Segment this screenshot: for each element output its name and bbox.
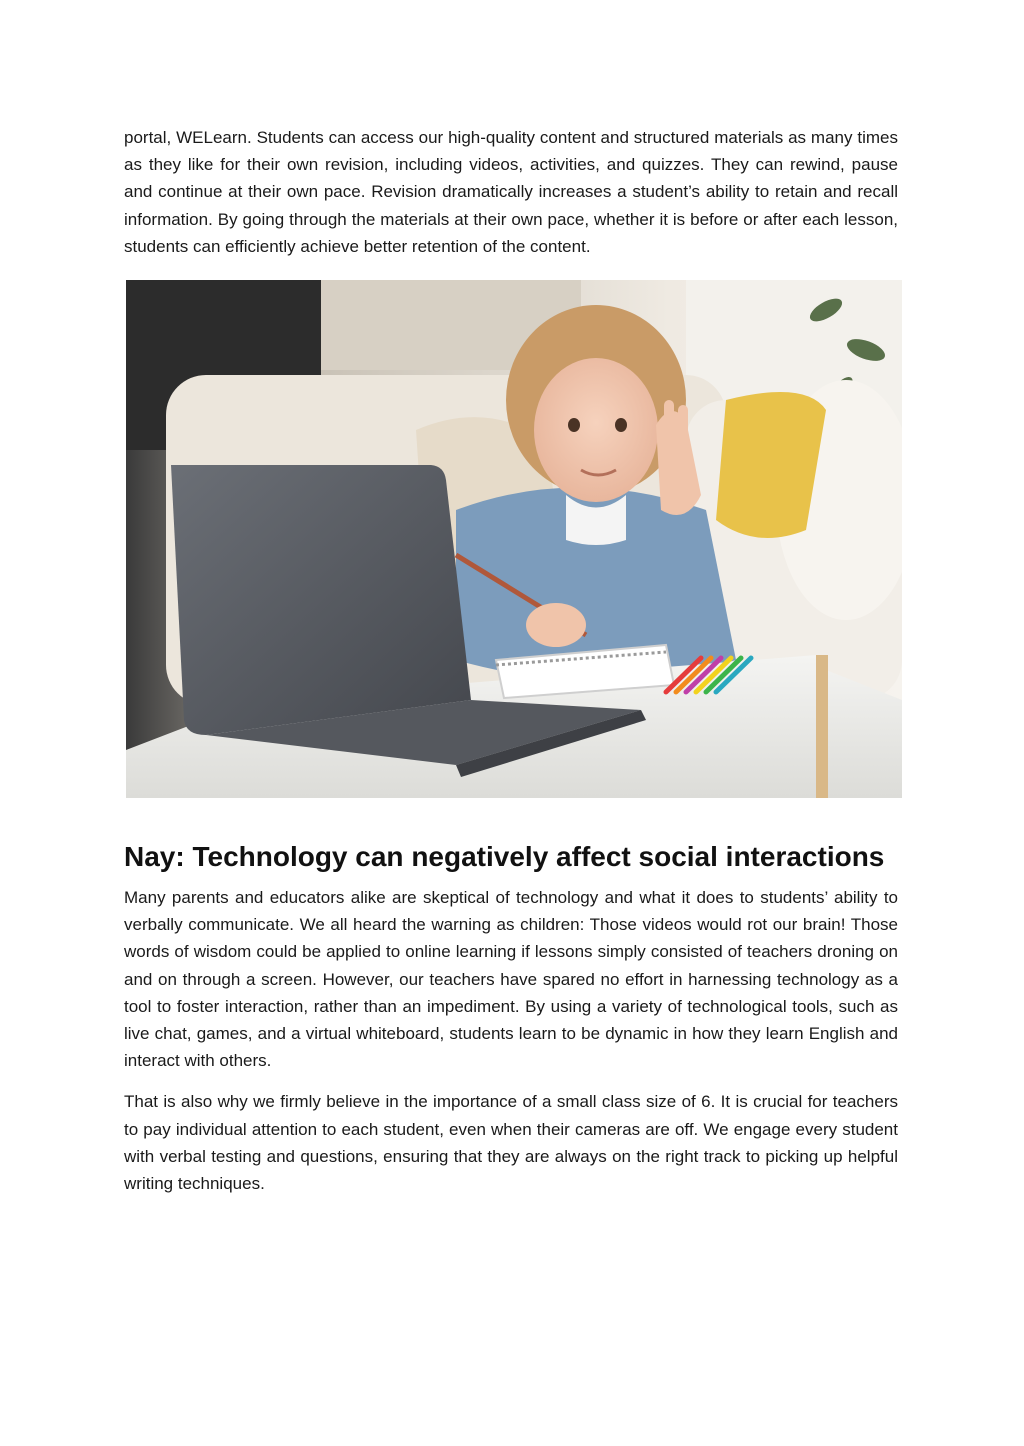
section-paragraph-2: That is also why we firmly believe in the importance of a small class size of 6. It is crucial for teachers to pay individual attention to each student, even when their cameras are off. We engage every student with verbal testing and questions, ensuring that they are always on the right track to picking up helpful writing techniques. [124,1092,898,1194]
document-page [124,124,898,1197]
intro-paragraph: portal, WELearn. Students can access our high-quality content and structured materials as many times as they like for their own revision, including videos, activities, and quizzes. They can rewind, pause and continue at their own pace. Revision dramatically increases a student’s ability to retain and recall information. By going through the materials at their own pace, whether it is before or after each lesson, students can efficiently achieve better retention of the content. [124,128,898,256]
section-paragraph-1: Many parents and educators alike are skeptical of technology and what it does to students’ ability to verbally communicate. We all heard the warning as children: Those videos would rot our brain! Those words of wisdom could be applied to online learning if lessons simply consisted of teachers droning on and on through a screen. However, our teachers have spared no effort in harnessing technology as a tool to foster interaction, rather than an impediment. By using a variety of technological tools, such as live chat, games, and a virtual whiteboard, students learn to be dynamic in how they learn English and interact with others. [124,888,898,1071]
photo-illustration [126,280,902,798]
child-at-laptop-photo [126,280,902,798]
section-heading: Nay: Technology can negatively affect social interactions [124,841,885,873]
